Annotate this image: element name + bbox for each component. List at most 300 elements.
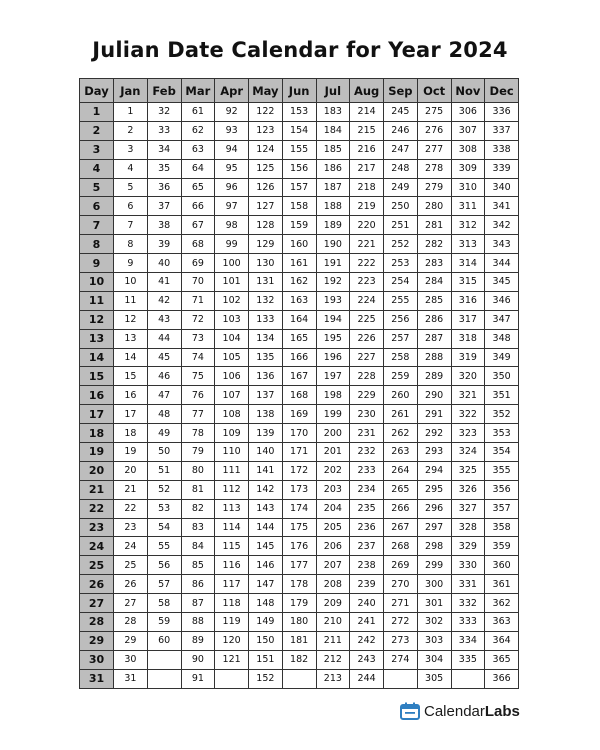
julian-day-cell: 310 — [451, 178, 485, 197]
julian-day-cell: 289 — [417, 367, 451, 386]
julian-day-cell: 315 — [451, 273, 485, 292]
julian-day-cell: 339 — [485, 159, 519, 178]
day-number-cell: 20 — [80, 461, 114, 480]
julian-day-cell: 46 — [147, 367, 181, 386]
julian-day-cell: 60 — [147, 631, 181, 650]
table-row — [80, 367, 519, 386]
julian-day-cell: 172 — [282, 461, 316, 480]
julian-day-cell: 265 — [384, 480, 418, 499]
julian-day-cell: 340 — [485, 178, 519, 197]
julian-day-cell: 50 — [147, 443, 181, 462]
julian-day-cell: 34 — [147, 140, 181, 159]
julian-day-cell: 294 — [417, 461, 451, 480]
julian-day-cell: 94 — [215, 140, 249, 159]
julian-day-cell: 312 — [451, 216, 485, 235]
julian-day-cell: 241 — [350, 613, 384, 632]
julian-day-cell: 11 — [114, 291, 148, 310]
julian-day-cell: 347 — [485, 310, 519, 329]
julian-day-cell: 356 — [485, 480, 519, 499]
julian-day-cell: 337 — [485, 121, 519, 140]
julian-day-cell: 308 — [451, 140, 485, 159]
header-row — [80, 79, 519, 103]
table-row — [80, 235, 519, 254]
julian-day-cell: 92 — [215, 103, 249, 122]
julian-day-cell — [451, 669, 485, 688]
table-row — [80, 178, 519, 197]
day-number-cell: 7 — [80, 216, 114, 235]
julian-day-cell: 342 — [485, 216, 519, 235]
julian-day-cell: 95 — [215, 159, 249, 178]
julian-day-cell: 107 — [215, 386, 249, 405]
julian-day-cell: 134 — [249, 329, 283, 348]
julian-day-cell: 19 — [114, 443, 148, 462]
julian-day-cell: 36 — [147, 178, 181, 197]
julian-day-cell: 123 — [249, 121, 283, 140]
julian-day-cell: 195 — [316, 329, 350, 348]
julian-day-cell: 296 — [417, 499, 451, 518]
julian-day-cell: 132 — [249, 291, 283, 310]
julian-day-cell: 61 — [181, 103, 215, 122]
julian-day-cell: 279 — [417, 178, 451, 197]
day-number-cell: 25 — [80, 556, 114, 575]
julian-day-cell: 54 — [147, 518, 181, 537]
julian-day-cell: 240 — [350, 594, 384, 613]
julian-day-cell: 304 — [417, 650, 451, 669]
julian-day-cell: 267 — [384, 518, 418, 537]
julian-day-cell: 73 — [181, 329, 215, 348]
julian-day-cell: 336 — [485, 103, 519, 122]
julian-day-cell: 143 — [249, 499, 283, 518]
day-number-cell: 8 — [80, 235, 114, 254]
julian-day-cell: 43 — [147, 310, 181, 329]
julian-day-cell: 358 — [485, 518, 519, 537]
julian-day-cell: 254 — [384, 273, 418, 292]
julian-day-cell: 363 — [485, 613, 519, 632]
julian-day-cell: 242 — [350, 631, 384, 650]
julian-day-cell: 138 — [249, 405, 283, 424]
column-header-oct: Oct — [417, 79, 451, 103]
julian-day-cell: 171 — [282, 443, 316, 462]
julian-day-cell: 119 — [215, 613, 249, 632]
julian-day-cell: 13 — [114, 329, 148, 348]
julian-day-cell: 359 — [485, 537, 519, 556]
julian-day-cell: 168 — [282, 386, 316, 405]
julian-day-cell: 285 — [417, 291, 451, 310]
julian-day-cell: 297 — [417, 518, 451, 537]
julian-day-cell: 57 — [147, 575, 181, 594]
julian-day-cell: 251 — [384, 216, 418, 235]
julian-day-cell: 291 — [417, 405, 451, 424]
day-number-cell: 24 — [80, 537, 114, 556]
julian-day-cell: 344 — [485, 254, 519, 273]
column-header-feb: Feb — [147, 79, 181, 103]
julian-day-cell: 280 — [417, 197, 451, 216]
julian-day-cell: 3 — [114, 140, 148, 159]
julian-day-cell: 233 — [350, 461, 384, 480]
julian-day-cell: 87 — [181, 594, 215, 613]
day-number-cell: 10 — [80, 273, 114, 292]
julian-day-cell: 263 — [384, 443, 418, 462]
julian-day-cell: 300 — [417, 575, 451, 594]
julian-day-cell: 219 — [350, 197, 384, 216]
julian-day-cell: 288 — [417, 348, 451, 367]
julian-day-cell: 64 — [181, 159, 215, 178]
julian-day-cell: 277 — [417, 140, 451, 159]
julian-day-cell: 84 — [181, 537, 215, 556]
julian-day-cell: 354 — [485, 443, 519, 462]
julian-day-cell: 283 — [417, 254, 451, 273]
column-header-jun: Jun — [282, 79, 316, 103]
julian-day-cell: 244 — [350, 669, 384, 688]
julian-day-cell: 355 — [485, 461, 519, 480]
julian-day-cell: 209 — [316, 594, 350, 613]
julian-day-cell: 331 — [451, 575, 485, 594]
julian-day-cell: 89 — [181, 631, 215, 650]
julian-day-cell — [147, 650, 181, 669]
day-number-cell: 12 — [80, 310, 114, 329]
julian-day-cell: 2 — [114, 121, 148, 140]
julian-day-cell: 306 — [451, 103, 485, 122]
julian-day-cell: 125 — [249, 159, 283, 178]
julian-day-cell: 188 — [316, 197, 350, 216]
calendarlabs-logo — [400, 700, 520, 722]
julian-day-cell: 293 — [417, 443, 451, 462]
julian-day-cell: 28 — [114, 613, 148, 632]
julian-day-cell: 260 — [384, 386, 418, 405]
julian-day-cell: 317 — [451, 310, 485, 329]
julian-day-cell: 40 — [147, 254, 181, 273]
julian-day-cell: 325 — [451, 461, 485, 480]
julian-day-cell: 52 — [147, 480, 181, 499]
table-row — [80, 121, 519, 140]
julian-day-cell: 290 — [417, 386, 451, 405]
julian-day-cell: 327 — [451, 499, 485, 518]
julian-day-cell: 357 — [485, 499, 519, 518]
julian-day-cell: 207 — [316, 556, 350, 575]
julian-day-cell: 152 — [249, 669, 283, 688]
julian-day-cell: 318 — [451, 329, 485, 348]
julian-day-cell: 116 — [215, 556, 249, 575]
julian-day-cell: 90 — [181, 650, 215, 669]
table-row — [80, 348, 519, 367]
julian-day-cell: 255 — [384, 291, 418, 310]
day-number-cell: 26 — [80, 575, 114, 594]
julian-day-cell: 74 — [181, 348, 215, 367]
table-row — [80, 556, 519, 575]
julian-day-cell: 6 — [114, 197, 148, 216]
julian-day-cell: 319 — [451, 348, 485, 367]
julian-day-cell: 245 — [384, 103, 418, 122]
julian-day-cell: 142 — [249, 480, 283, 499]
julian-day-cell: 105 — [215, 348, 249, 367]
julian-day-cell: 259 — [384, 367, 418, 386]
julian-day-cell: 210 — [316, 613, 350, 632]
julian-day-cell: 37 — [147, 197, 181, 216]
julian-day-cell: 153 — [282, 103, 316, 122]
table-row — [80, 443, 519, 462]
julian-day-cell: 274 — [384, 650, 418, 669]
column-header-may: May — [249, 79, 283, 103]
julian-day-cell: 21 — [114, 480, 148, 499]
julian-day-cell: 154 — [282, 121, 316, 140]
julian-day-cell: 192 — [316, 273, 350, 292]
julian-day-cell: 221 — [350, 235, 384, 254]
day-number-cell: 3 — [80, 140, 114, 159]
julian-day-cell: 26 — [114, 575, 148, 594]
julian-day-cell: 179 — [282, 594, 316, 613]
julian-day-cell: 149 — [249, 613, 283, 632]
julian-day-cell: 256 — [384, 310, 418, 329]
julian-day-cell: 303 — [417, 631, 451, 650]
julian-day-cell: 225 — [350, 310, 384, 329]
day-number-cell: 27 — [80, 594, 114, 613]
julian-day-cell: 49 — [147, 424, 181, 443]
julian-day-cell: 361 — [485, 575, 519, 594]
column-header-jul: Jul — [316, 79, 350, 103]
julian-day-cell: 257 — [384, 329, 418, 348]
julian-day-cell: 78 — [181, 424, 215, 443]
day-number-cell: 28 — [80, 613, 114, 632]
day-number-cell: 15 — [80, 367, 114, 386]
julian-day-cell: 208 — [316, 575, 350, 594]
julian-day-cell: 91 — [181, 669, 215, 688]
julian-day-cell: 118 — [215, 594, 249, 613]
julian-day-cell: 127 — [249, 197, 283, 216]
julian-day-cell: 68 — [181, 235, 215, 254]
julian-day-cell: 214 — [350, 103, 384, 122]
julian-day-cell: 322 — [451, 405, 485, 424]
column-header-sep: Sep — [384, 79, 418, 103]
julian-day-cell: 167 — [282, 367, 316, 386]
day-number-cell: 2 — [80, 121, 114, 140]
table-row — [80, 291, 519, 310]
table-row — [80, 197, 519, 216]
julian-day-cell: 182 — [282, 650, 316, 669]
julian-day-cell: 246 — [384, 121, 418, 140]
julian-day-cell: 284 — [417, 273, 451, 292]
table-row — [80, 594, 519, 613]
julian-day-cell: 122 — [249, 103, 283, 122]
julian-day-cell: 222 — [350, 254, 384, 273]
julian-day-cell: 264 — [384, 461, 418, 480]
julian-day-cell: 175 — [282, 518, 316, 537]
table-row — [80, 386, 519, 405]
julian-day-cell: 237 — [350, 537, 384, 556]
julian-day-cell: 218 — [350, 178, 384, 197]
julian-day-cell: 313 — [451, 235, 485, 254]
julian-day-cell: 62 — [181, 121, 215, 140]
logo-text-bold: Labs — [484, 702, 520, 720]
julian-day-cell: 137 — [249, 386, 283, 405]
julian-day-cell: 187 — [316, 178, 350, 197]
julian-day-cell: 12 — [114, 310, 148, 329]
julian-date-table — [79, 78, 519, 689]
julian-day-cell: 206 — [316, 537, 350, 556]
julian-day-cell: 320 — [451, 367, 485, 386]
julian-day-cell: 185 — [316, 140, 350, 159]
julian-day-cell: 275 — [417, 103, 451, 122]
julian-day-cell: 47 — [147, 386, 181, 405]
julian-day-cell: 332 — [451, 594, 485, 613]
julian-day-cell: 173 — [282, 480, 316, 499]
julian-day-cell: 113 — [215, 499, 249, 518]
julian-day-cell: 292 — [417, 424, 451, 443]
julian-day-cell: 104 — [215, 329, 249, 348]
julian-day-cell: 350 — [485, 367, 519, 386]
day-number-cell: 14 — [80, 348, 114, 367]
day-number-cell: 29 — [80, 631, 114, 650]
julian-day-cell: 282 — [417, 235, 451, 254]
julian-day-cell: 215 — [350, 121, 384, 140]
julian-day-cell: 29 — [114, 631, 148, 650]
julian-day-cell: 99 — [215, 235, 249, 254]
julian-day-cell — [384, 669, 418, 688]
julian-day-cell: 200 — [316, 424, 350, 443]
julian-day-cell: 69 — [181, 254, 215, 273]
julian-day-cell: 321 — [451, 386, 485, 405]
julian-day-cell: 7 — [114, 216, 148, 235]
julian-day-cell: 236 — [350, 518, 384, 537]
table-row — [80, 103, 519, 122]
julian-day-cell: 360 — [485, 556, 519, 575]
julian-day-cell: 211 — [316, 631, 350, 650]
julian-day-cell: 70 — [181, 273, 215, 292]
table-row — [80, 273, 519, 292]
day-number-cell: 5 — [80, 178, 114, 197]
julian-day-cell: 248 — [384, 159, 418, 178]
table-row — [80, 575, 519, 594]
julian-day-cell: 273 — [384, 631, 418, 650]
julian-day-cell: 18 — [114, 424, 148, 443]
julian-day-cell: 226 — [350, 329, 384, 348]
julian-day-cell: 4 — [114, 159, 148, 178]
julian-day-cell: 157 — [282, 178, 316, 197]
julian-day-cell: 328 — [451, 518, 485, 537]
day-number-cell: 30 — [80, 650, 114, 669]
julian-day-cell: 198 — [316, 386, 350, 405]
julian-day-cell: 262 — [384, 424, 418, 443]
julian-day-cell: 59 — [147, 613, 181, 632]
julian-day-cell: 302 — [417, 613, 451, 632]
julian-day-cell: 88 — [181, 613, 215, 632]
julian-day-cell: 271 — [384, 594, 418, 613]
julian-day-cell: 281 — [417, 216, 451, 235]
julian-day-cell: 35 — [147, 159, 181, 178]
julian-day-cell: 272 — [384, 613, 418, 632]
julian-day-cell: 51 — [147, 461, 181, 480]
column-header-apr: Apr — [215, 79, 249, 103]
julian-day-cell: 8 — [114, 235, 148, 254]
julian-day-cell: 165 — [282, 329, 316, 348]
julian-day-cell: 212 — [316, 650, 350, 669]
julian-day-cell: 160 — [282, 235, 316, 254]
julian-day-cell: 24 — [114, 537, 148, 556]
julian-day-cell: 362 — [485, 594, 519, 613]
julian-day-cell: 82 — [181, 499, 215, 518]
julian-day-cell: 180 — [282, 613, 316, 632]
day-number-cell: 11 — [80, 291, 114, 310]
day-number-cell: 21 — [80, 480, 114, 499]
julian-day-cell: 346 — [485, 291, 519, 310]
julian-day-cell: 131 — [249, 273, 283, 292]
day-number-cell: 18 — [80, 424, 114, 443]
julian-day-cell: 20 — [114, 461, 148, 480]
julian-day-cell: 249 — [384, 178, 418, 197]
julian-day-cell: 55 — [147, 537, 181, 556]
julian-day-cell: 101 — [215, 273, 249, 292]
julian-day-cell: 323 — [451, 424, 485, 443]
julian-day-cell: 286 — [417, 310, 451, 329]
julian-day-cell: 17 — [114, 405, 148, 424]
day-number-cell: 1 — [80, 103, 114, 122]
table-row — [80, 254, 519, 273]
julian-day-cell: 232 — [350, 443, 384, 462]
julian-day-cell: 239 — [350, 575, 384, 594]
julian-day-cell: 162 — [282, 273, 316, 292]
julian-day-cell: 102 — [215, 291, 249, 310]
julian-day-cell: 230 — [350, 405, 384, 424]
julian-day-cell: 106 — [215, 367, 249, 386]
julian-day-cell: 333 — [451, 613, 485, 632]
julian-day-cell: 176 — [282, 537, 316, 556]
julian-day-cell: 204 — [316, 499, 350, 518]
julian-day-cell: 252 — [384, 235, 418, 254]
julian-day-cell: 193 — [316, 291, 350, 310]
day-number-cell: 16 — [80, 386, 114, 405]
julian-day-cell: 366 — [485, 669, 519, 688]
julian-day-cell: 86 — [181, 575, 215, 594]
julian-day-cell: 299 — [417, 556, 451, 575]
table-row — [80, 216, 519, 235]
julian-day-cell: 268 — [384, 537, 418, 556]
julian-day-cell: 150 — [249, 631, 283, 650]
julian-day-cell: 25 — [114, 556, 148, 575]
julian-day-cell: 298 — [417, 537, 451, 556]
julian-day-cell: 365 — [485, 650, 519, 669]
julian-day-cell: 23 — [114, 518, 148, 537]
julian-day-cell: 136 — [249, 367, 283, 386]
julian-day-cell: 202 — [316, 461, 350, 480]
julian-day-cell: 77 — [181, 405, 215, 424]
julian-day-cell: 324 — [451, 443, 485, 462]
julian-day-cell: 126 — [249, 178, 283, 197]
table-row — [80, 424, 519, 443]
table-row — [80, 329, 519, 348]
julian-day-cell: 158 — [282, 197, 316, 216]
julian-day-cell — [147, 669, 181, 688]
julian-day-cell: 194 — [316, 310, 350, 329]
julian-day-cell: 190 — [316, 235, 350, 254]
table-row — [80, 140, 519, 159]
julian-day-cell: 196 — [316, 348, 350, 367]
table-row — [80, 650, 519, 669]
julian-day-cell: 164 — [282, 310, 316, 329]
julian-day-cell: 301 — [417, 594, 451, 613]
julian-day-cell: 250 — [384, 197, 418, 216]
julian-day-cell: 146 — [249, 556, 283, 575]
column-header-aug: Aug — [350, 79, 384, 103]
julian-day-cell: 83 — [181, 518, 215, 537]
julian-day-cell: 253 — [384, 254, 418, 273]
julian-day-cell: 98 — [215, 216, 249, 235]
julian-day-cell: 243 — [350, 650, 384, 669]
julian-day-cell: 329 — [451, 537, 485, 556]
julian-day-cell: 115 — [215, 537, 249, 556]
julian-day-cell: 213 — [316, 669, 350, 688]
julian-day-cell: 117 — [215, 575, 249, 594]
julian-day-cell: 183 — [316, 103, 350, 122]
julian-day-cell: 151 — [249, 650, 283, 669]
